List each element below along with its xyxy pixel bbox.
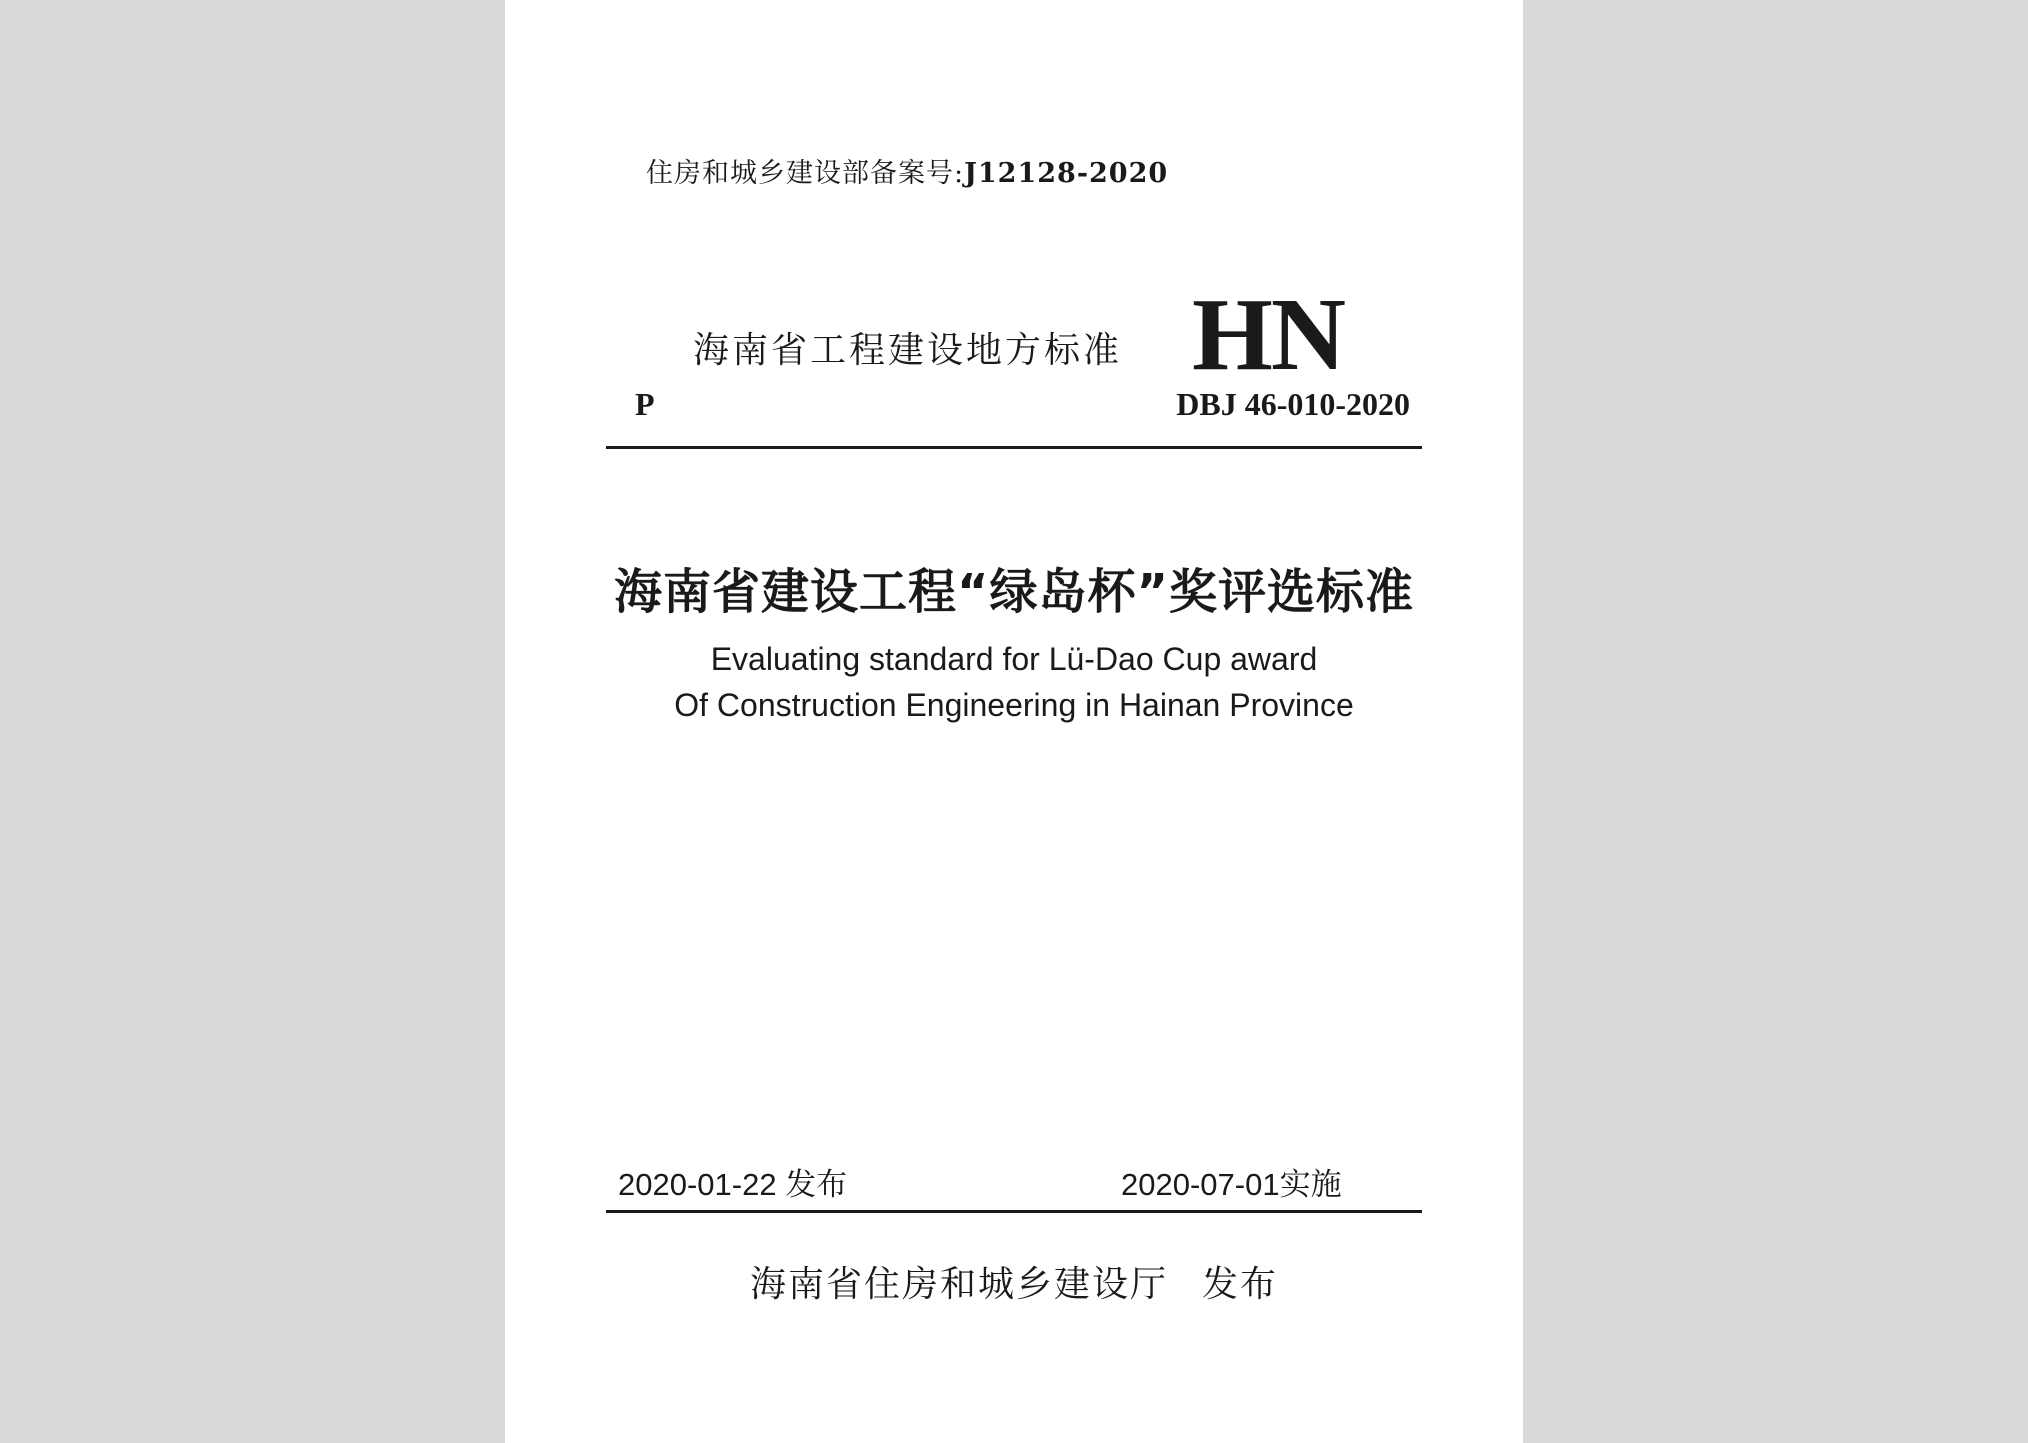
publisher [505, 1256, 1523, 1307]
filing-record [646, 151, 1168, 190]
title-chinese: 海南省建设工程“绿岛杯”奖评选标准 [613, 564, 1415, 620]
document-cover-page [505, 0, 1523, 1443]
bottom-divider [606, 1210, 1422, 1213]
implementation-date: 2020-07-01实施 [1121, 1167, 1342, 1202]
classification-code: P [635, 386, 655, 422]
title-english-line1: Evaluating standard for Lü-Dao Cup award [710, 641, 1318, 677]
issue-date: 2020-01-22 发布 [618, 1167, 848, 1202]
filing-label: 住房和城乡建设部备案号: [646, 158, 965, 189]
standard-number: DBJ 46-010-2020 [1176, 386, 1410, 422]
publisher-action: 发布 [1202, 1264, 1279, 1305]
publisher-name: 海南省住房和城乡建设厅 [749, 1264, 1168, 1305]
standard-type: 海南省工程建设地方标准 [693, 330, 1123, 371]
title-english-line2: Of Construction Engineering in Hainan Province [674, 687, 1354, 723]
hn-logo: HN [1192, 277, 1344, 392]
filing-number: J12128-2020 [964, 158, 1169, 189]
top-divider [606, 446, 1422, 449]
